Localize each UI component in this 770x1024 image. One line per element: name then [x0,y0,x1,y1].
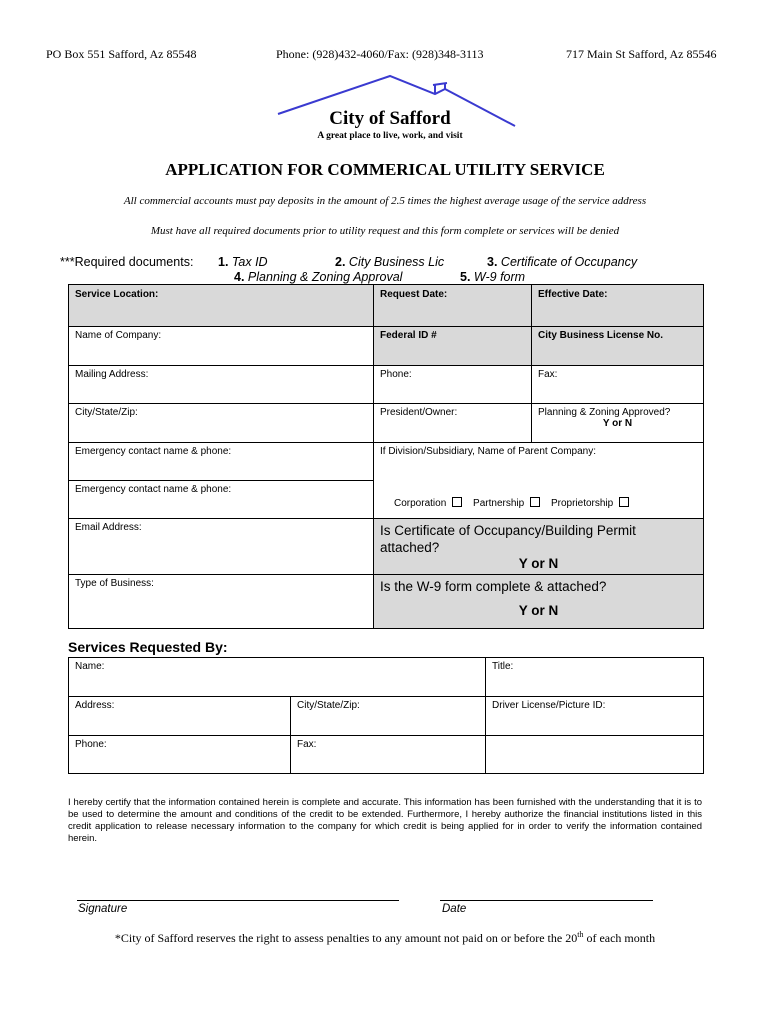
proprietorship-checkbox[interactable] [619,497,629,507]
required-doc-3: 3. Certificate of Occupancy [487,255,638,269]
parent-company-label: If Division/Subsidiary, Name of Parent Company: [380,446,597,457]
city-state-zip-field[interactable]: City/State/Zip: [69,404,374,443]
requester-phone-field[interactable]: Phone: [69,736,291,774]
services-requested-heading: Services Requested By: [68,639,228,655]
partnership-option[interactable]: Partnership [473,498,548,509]
w9-yn[interactable]: Y or N [518,603,559,618]
w9-question-cell [374,575,704,629]
required-doc-4: 4. Planning & Zoning Approval [234,270,403,284]
corporation-checkbox[interactable] [452,497,462,507]
deposit-note: All commercial accounts must pay deposits in the amount of 2.5 times the highest average usage of the service address [123,195,647,207]
certification-statement: I hereby certify that the information contained herein is complete and accurate. This information has been furnished with the understanding that it is to be used to determine the amount and conditions of the credit to be extended. Furthermore, I hereby authorize the financial institutions listed in this credit application to release necessary information to the company for which credit is being applied for in order to verify the information contained herein. [68,797,702,844]
street-address: 717 Main St Safford, Az 85546 [566,47,717,61]
form-title: APPLICATION FOR COMMERICAL UTILITY SERVICE [165,160,605,179]
requester-fax-field[interactable]: Fax: [291,736,486,774]
certificate-question-cell [374,519,704,575]
email-field[interactable]: Email Address: [69,519,374,575]
emergency-contact-field-2[interactable]: Emergency contact name & phone: [69,481,374,519]
po-box-address: PO Box 551 Safford, Az 85548 [46,47,197,61]
business-type-field[interactable]: Type of Business: [69,575,374,629]
planning-zoning-yn[interactable]: Y or N [602,418,633,429]
logo-name: City of Safford [329,108,451,129]
required-doc-5: 5. W-9 form [460,270,526,284]
requester-address-field[interactable]: Address: [69,697,291,736]
documents-note: Must have all required documents prior to utility request and this form complete or services will be denied [150,225,620,237]
date-label: Date [442,903,467,915]
required-doc-2: 2. City Business Lic [335,255,445,269]
fax-field[interactable]: Fax: [532,366,704,404]
driver-license-field[interactable]: Driver License/Picture ID: [486,697,704,736]
required-documents-label: ***Required documents: [60,255,194,269]
requester-title-field[interactable]: Title: [486,658,704,697]
mailing-address-field[interactable]: Mailing Address: [69,366,374,404]
service-location-field[interactable]: Service Location: [69,285,374,327]
request-date-field[interactable]: Request Date: [374,285,532,327]
planning-zoning-field[interactable] [532,404,704,443]
certificate-question: Is Certificate of Occupancy/Building Permit attached? [380,523,636,555]
date-line[interactable] [440,900,653,902]
president-owner-field[interactable]: President/Owner: [374,404,532,443]
phone-fax: Phone: (928)432-4060/Fax: (928)348-3113 [276,47,484,61]
proprietorship-option[interactable]: Proprietorship [551,498,637,509]
blank-field[interactable] [486,736,704,774]
signature-label: Signature [78,903,128,915]
partnership-checkbox[interactable] [530,497,540,507]
business-structure-options [394,497,637,509]
w9-question: Is the W-9 form complete & attached? [380,579,607,594]
required-doc-1: 1. Tax ID [218,255,268,269]
city-logo [270,70,520,140]
parent-company-field[interactable] [374,443,704,519]
requester-city-state-zip-field[interactable]: City/State/Zip: [291,697,486,736]
federal-id-field[interactable]: Federal ID # [374,327,532,366]
effective-date-field[interactable]: Effective Date: [532,285,704,327]
emergency-contact-field-1[interactable]: Emergency contact name & phone: [69,443,374,481]
logo-tagline: A great place to live, work, and visit [317,131,463,141]
certificate-yn[interactable]: Y or N [518,556,559,571]
planning-zoning-label: Planning & Zoning Approved? [538,407,671,418]
requester-name-field[interactable]: Name: [69,658,486,697]
penalty-note: *City of Safford reserves the right to assess penalties to any amount not paid on or before the 20th of each month [114,930,656,945]
service-info-table [68,284,704,629]
company-name-field[interactable]: Name of Company: [69,327,374,366]
business-license-field[interactable]: City Business License No. [532,327,704,366]
corporation-option[interactable]: Corporation [394,498,470,509]
signature-line[interactable] [77,900,399,902]
phone-field[interactable]: Phone: [374,366,532,404]
services-requested-table [68,657,704,774]
